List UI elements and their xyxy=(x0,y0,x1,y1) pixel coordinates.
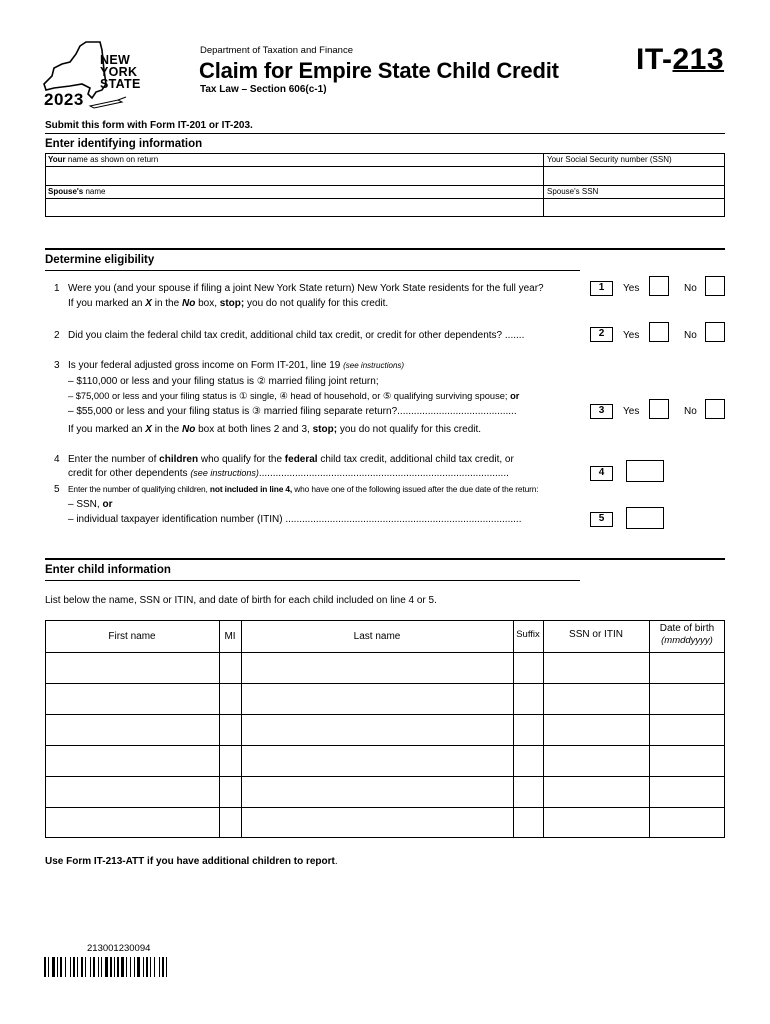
your-name-label-rest: name as shown on return xyxy=(65,155,159,164)
mi-cell[interactable] xyxy=(220,777,240,806)
barcode-bar xyxy=(143,957,144,977)
submit-note: Submit this form with Form IT-201 or IT-203. xyxy=(45,120,253,131)
line-4-box: 4 xyxy=(590,466,613,481)
q2-yes-label: Yes xyxy=(623,330,640,341)
barcode-bar xyxy=(154,957,155,977)
att-note: Use Form IT-213-ATT if you have additional children to report. xyxy=(45,856,338,867)
suffix-cell[interactable] xyxy=(514,653,542,682)
barcode-bar xyxy=(57,957,58,977)
ssn-itin-cell[interactable] xyxy=(544,746,648,775)
suffix-cell[interactable] xyxy=(514,808,542,837)
col-first-name: First name xyxy=(108,631,156,642)
your-name-label-bold: Your xyxy=(48,155,66,164)
date-of-birth-cell[interactable] xyxy=(650,653,724,682)
your-name-label xyxy=(48,155,158,164)
pen-icon xyxy=(88,96,128,110)
q3-option-110k: – $110,000 or less and your filing status is ② married filing joint return; xyxy=(68,376,379,387)
child-info-instruction: List below the name, SSN or ITIN, and date of birth for each child included on line 4 or 5. xyxy=(45,595,437,606)
q3-number: 3 xyxy=(54,360,60,371)
barcode-bar xyxy=(85,957,86,977)
eligibility-heading: Determine eligibility xyxy=(45,254,155,266)
first-name-cell[interactable] xyxy=(46,746,218,775)
first-name-cell[interactable] xyxy=(46,808,218,837)
q2-text: Did you claim the federal child tax credit, additional child tax credit, or credit for other dependents? ....... xyxy=(68,330,525,341)
q3-yes-checkbox[interactable] xyxy=(649,399,669,419)
line-3-box: 3 xyxy=(590,404,613,419)
your-name-field[interactable] xyxy=(46,167,542,184)
ssn-itin-cell[interactable] xyxy=(544,684,648,713)
logo-state-name xyxy=(100,54,141,90)
form-title: Claim for Empire State Child Credit xyxy=(199,58,559,83)
spouse-ssn-label: Spouse's SSN xyxy=(547,187,599,196)
barcode-bar xyxy=(70,957,71,977)
barcode-bar xyxy=(77,957,78,977)
first-name-cell[interactable] xyxy=(46,715,218,744)
barcode-bar xyxy=(150,957,151,977)
q1-no-checkbox[interactable] xyxy=(705,276,725,296)
barcode-bar xyxy=(159,957,160,977)
q2-no-label: No xyxy=(684,330,697,341)
last-name-cell[interactable] xyxy=(242,746,512,775)
q1-no-label: No xyxy=(684,283,697,294)
spouse-name-label-bold: Spouse's xyxy=(48,187,84,196)
barcode-bar xyxy=(44,957,46,977)
q4-text-line2: credit for other dependents (see instructions).......................................................................................... xyxy=(68,468,509,479)
last-name-cell[interactable] xyxy=(242,777,512,806)
form-number xyxy=(636,43,724,77)
last-name-cell[interactable] xyxy=(242,808,512,837)
date-of-birth-cell[interactable] xyxy=(650,715,724,744)
col-ssn-itin: SSN or ITIN xyxy=(569,629,623,640)
barcode-bar xyxy=(98,957,99,977)
child-info-heading: Enter child information xyxy=(45,564,171,576)
q3-no-checkbox[interactable] xyxy=(705,399,725,419)
last-name-cell[interactable] xyxy=(242,653,512,682)
form-number-prefix: IT- xyxy=(636,43,673,76)
barcode-bar xyxy=(121,957,124,977)
mi-cell[interactable] xyxy=(220,808,240,837)
barcode-bar xyxy=(90,957,91,977)
q3-no-label: No xyxy=(684,406,697,417)
barcode-bar xyxy=(73,957,75,977)
suffix-cell[interactable] xyxy=(514,715,542,744)
mi-cell[interactable] xyxy=(220,746,240,775)
logo-line-new: NEW xyxy=(100,53,131,67)
barcode-number: 213001230094 xyxy=(87,943,151,954)
q2-no-checkbox[interactable] xyxy=(705,322,725,342)
spouse-name-label xyxy=(48,187,105,196)
q3-option-55k: – $55,000 or less and your filing status is ③ married filing separate return?........................................... xyxy=(68,406,517,417)
ssn-itin-cell[interactable] xyxy=(544,715,648,744)
spouse-ssn-field[interactable] xyxy=(544,199,724,216)
barcode-bar xyxy=(81,957,83,977)
form-number-suffix: 213 xyxy=(672,43,725,76)
first-name-cell[interactable] xyxy=(46,777,218,806)
line-5-input[interactable] xyxy=(626,507,664,529)
q4-number: 4 xyxy=(54,454,60,465)
col-mi: MI xyxy=(224,631,236,642)
q4-text: Enter the number of children who qualify for the federal child tax credit, additional child tax credit, or xyxy=(68,454,514,465)
barcode-bar xyxy=(146,957,148,977)
logo-line-state: STATE xyxy=(100,77,141,91)
q5-text: Enter the number of qualifying children, not included in line 4, who have one of the following issued after the due date of the return: xyxy=(68,484,539,494)
last-name-cell[interactable] xyxy=(242,715,512,744)
barcode-bar xyxy=(166,957,167,977)
suffix-cell[interactable] xyxy=(514,684,542,713)
barcode-bar xyxy=(134,957,135,977)
date-of-birth-cell[interactable] xyxy=(650,746,724,775)
q1-note: If you marked an X in the No box, stop; you do not qualify for this credit. xyxy=(68,298,389,309)
nys-logo xyxy=(40,40,160,112)
barcode-bar xyxy=(101,957,102,977)
barcode-icon xyxy=(44,957,194,977)
line-2-box: 2 xyxy=(590,327,613,342)
line-4-input[interactable] xyxy=(626,460,664,482)
barcode-bar xyxy=(48,957,49,977)
barcode-bar xyxy=(110,957,112,977)
barcode-bar xyxy=(162,957,164,977)
col-dob-label: Date of birth xyxy=(659,623,715,634)
col-date-of-birth xyxy=(649,623,725,647)
first-name-cell[interactable] xyxy=(46,653,218,682)
q5-option-ssn: – SSN, or xyxy=(68,499,113,510)
barcode-bar xyxy=(137,957,140,977)
ssn-itin-cell[interactable] xyxy=(544,653,648,682)
ssn-itin-cell[interactable] xyxy=(544,777,648,806)
line-5-box: 5 xyxy=(590,512,613,527)
barcode-bar xyxy=(93,957,95,977)
tax-year: 2023 xyxy=(44,90,84,109)
q1-number: 1 xyxy=(54,283,60,294)
department-name: Department of Taxation and Finance xyxy=(200,45,353,56)
col-suffix: Suffix xyxy=(516,629,540,640)
barcode-bar xyxy=(52,957,55,977)
q2-yes-checkbox[interactable] xyxy=(649,322,669,342)
col-last-name: Last name xyxy=(353,631,401,642)
q1-text: Were you (and your spouse if filing a joint New York State return) New York State residents for the full year? xyxy=(68,283,544,294)
barcode-bar xyxy=(130,957,131,977)
date-of-birth-cell[interactable] xyxy=(650,777,724,806)
q3-note: If you marked an X in the No box at both lines 2 and 3, stop; you do not qualify for this credit. xyxy=(68,424,482,435)
first-name-cell[interactable] xyxy=(46,684,218,713)
ssn-itin-cell[interactable] xyxy=(544,808,648,837)
barcode-bar xyxy=(65,957,66,977)
mi-cell[interactable] xyxy=(220,684,240,713)
q1-yes-label: Yes xyxy=(623,283,640,294)
spouse-name-label-rest: name xyxy=(83,187,106,196)
date-of-birth-cell[interactable] xyxy=(650,684,724,713)
barcode-bar xyxy=(105,957,108,977)
suffix-cell[interactable] xyxy=(514,746,542,775)
tax-law-reference: Tax Law – Section 606(c-1) xyxy=(200,84,327,95)
mi-cell[interactable] xyxy=(220,653,240,682)
barcode-bar xyxy=(117,957,119,977)
col-dob-format: (mmddyyyy) xyxy=(661,635,713,646)
q5-option-itin: – individual taxpayer identification number (ITIN) ..................................................................................... xyxy=(68,514,522,525)
barcode-bar xyxy=(114,957,115,977)
q3-yes-label: Yes xyxy=(623,406,640,417)
line-1-box: 1 xyxy=(590,281,613,296)
q3-text: Is your federal adjusted gross income on Form IT-201, line 19 (see instructions) xyxy=(68,360,405,371)
your-ssn-label: Your Social Security number (SSN) xyxy=(547,155,672,164)
suffix-cell[interactable] xyxy=(514,777,542,806)
barcode-bar xyxy=(126,957,127,977)
q1-yes-checkbox[interactable] xyxy=(649,276,669,296)
your-ssn-field[interactable] xyxy=(544,167,724,184)
logo-line-york: YORK xyxy=(100,65,138,79)
date-of-birth-cell[interactable] xyxy=(650,808,724,837)
barcode-bar xyxy=(60,957,62,977)
q5-number: 5 xyxy=(54,484,60,495)
spouse-name-field[interactable] xyxy=(46,199,542,216)
q3-option-75k: – $75,000 or less and your filing status is ① single, ④ head of household, or ⑤ qualifying surviving spouse; or xyxy=(68,391,520,401)
last-name-cell[interactable] xyxy=(242,684,512,713)
mi-cell[interactable] xyxy=(220,715,240,744)
identifying-heading: Enter identifying information xyxy=(45,138,203,150)
q2-number: 2 xyxy=(54,330,60,341)
